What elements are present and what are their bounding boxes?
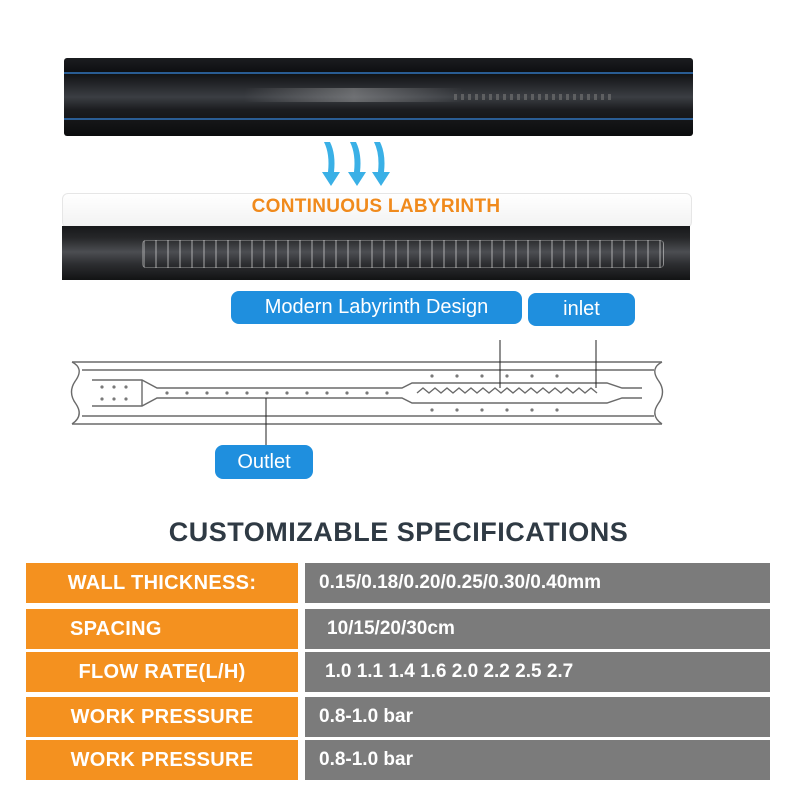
spec-value-work-pressure: 0.8-1.0 bar: [305, 697, 770, 737]
spec-value-flow-rate: 1.0 1.1 1.4 1.6 2.0 2.2 2.5 2.7: [305, 652, 770, 692]
spec-label-spacing: SPACING: [26, 609, 298, 649]
spec-value-wall-thickness: 0.15/0.18/0.20/0.25/0.30/0.40mm: [305, 563, 770, 603]
outlet-label: Outlet: [215, 445, 313, 479]
inlet-label: inlet: [528, 293, 635, 326]
spec-label-wall-thickness: WALL THICKNESS:: [26, 563, 298, 603]
spec-value-spacing: 10/15/20/30cm: [305, 609, 770, 649]
labyrinth-diagram: [62, 340, 672, 445]
down-arrows-icon: [312, 138, 398, 192]
spec-value-work-pressure-2: 0.8-1.0 bar: [305, 740, 770, 780]
drip-tape-photo-top: [64, 58, 693, 136]
banner-title: CONTINUOUS LABYRINTH: [251, 196, 501, 217]
drip-tape-photo-middle: [62, 226, 690, 280]
spec-label-work-pressure-2: WORK PRESSURE: [26, 740, 298, 780]
modern-labyrinth-label: Modern Labyrinth Design: [231, 291, 522, 324]
specs-title: CUSTOMIZABLE SPECIFICATIONS: [168, 517, 629, 547]
spec-label-work-pressure: WORK PRESSURE: [26, 697, 298, 737]
spec-label-flow-rate: FLOW RATE(L/H): [26, 652, 298, 692]
